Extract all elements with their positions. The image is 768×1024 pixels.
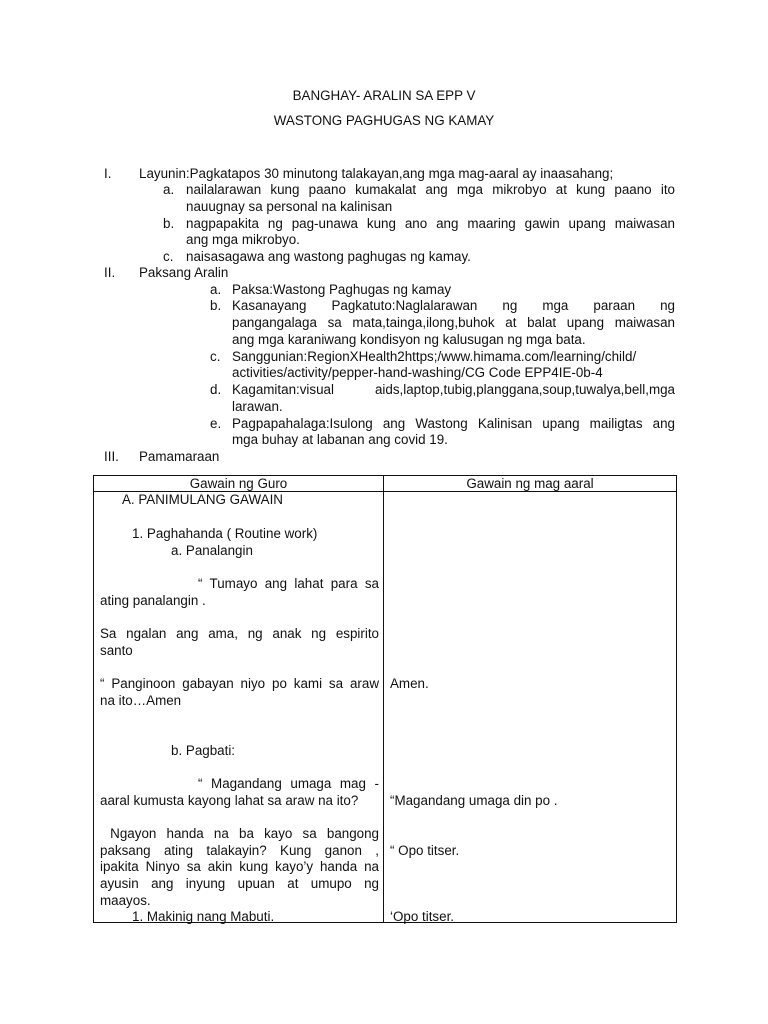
mag-aaral-column xyxy=(384,492,677,923)
dialogue-line: “ Panginoon gabayan niyo po kami sa araw xyxy=(100,676,379,691)
dialogue-line: paksang ating talakayin? Kung ganon , xyxy=(100,843,379,858)
item-line: pangangalaga sa mata,tainga,ilong,buhok at balat upang maiwasan xyxy=(232,315,675,330)
section-intro: Paksang Aralin xyxy=(139,265,229,280)
rule-label: 1. Makinig nang Mabuti. xyxy=(132,909,275,924)
item-line: ang mga karaniwang kondisyon ng kalusugan ng mga bata. xyxy=(232,332,586,347)
item-line: ang mga mikrobyo. xyxy=(186,232,300,247)
dialogue-line: santo xyxy=(100,643,133,658)
item-line: Pagpapahalaga:Isulong ang Wastong Kalinisan upang mailigtas ang xyxy=(232,416,675,431)
section-intro: Pamamaraan xyxy=(139,449,220,464)
student-response: “ Opo titser. xyxy=(390,843,460,858)
dialogue-line: ayusin ang inyung upuan at umupo ng xyxy=(100,876,379,891)
dialogue-line: aaral kumusta kayong lahat sa araw na ito? xyxy=(100,793,359,808)
item-line: nagpapakita ng pag-unawa kung ano ang maaring gawin upang maiwasan xyxy=(186,216,675,231)
section-numeral: II. xyxy=(104,265,116,280)
item-letter: e. xyxy=(210,416,222,431)
document-title: BANGHAY- ARALIN SA EPP V xyxy=(292,88,476,103)
item-line: Sanggunian:RegionXHealth2https;/www.himama.com/learning/child/ xyxy=(232,349,637,364)
item-line: nauugnay sa personal na kalinisan xyxy=(186,199,393,214)
substep-label: a. Panalangin xyxy=(171,543,253,558)
item-letter: c. xyxy=(210,349,221,364)
student-response: “Magandang umaga din po . xyxy=(390,793,558,808)
dialogue-line: Ngayon handa na ba kayo sa bangong xyxy=(100,826,379,841)
section-numeral: III. xyxy=(104,449,119,464)
step-label: 1. Paghahanda ( Routine work) xyxy=(132,526,318,541)
item-letter: a. xyxy=(210,282,222,297)
dialogue-line: ating panalangin . xyxy=(100,593,206,608)
student-response: ‘Opo titser. xyxy=(390,909,455,924)
dialogue-line: ipakita Ninyo sa akin kung kayo’y handa na xyxy=(100,859,379,874)
item-line: activities/activity/pepper-hand-washing/CG Code EPP4IE-0b-4 xyxy=(232,365,603,380)
item-letter: d. xyxy=(210,382,222,397)
dialogue-line: maayos. xyxy=(100,893,151,908)
part-heading: A. PANIMULANG GAWAIN xyxy=(122,492,283,507)
item-line: larawan. xyxy=(232,399,283,414)
dialogue-line: “ Tumayo ang lahat para sa xyxy=(198,576,379,591)
dialogue-line: Sa ngalan ang ama, ng anak ng espirito xyxy=(100,626,379,641)
dialogue-line: na ito…Amen xyxy=(100,693,182,708)
document-subtitle: WASTONG PAGHUGAS NG KAMAY xyxy=(273,113,495,128)
item-line: nailalarawan kung paano kumakalat ang mga mikrobyo at kung paano ito xyxy=(186,182,675,197)
item-letter: b. xyxy=(210,298,222,313)
dialogue-line: “ Magandang umaga mag - xyxy=(198,776,379,791)
item-letter: c. xyxy=(163,249,174,264)
item-line: naisasagawa ang wastong paghugas ng kamay. xyxy=(186,249,471,264)
guro-column xyxy=(94,492,384,923)
column-header-guro: Gawain ng Guro xyxy=(94,476,384,492)
item-line: Paksa:Wastong Paghugas ng kamay xyxy=(232,282,452,297)
procedure-table xyxy=(93,475,677,923)
student-response: Amen. xyxy=(390,676,429,691)
item-line: Kagamitan:visual aids,laptop,tubig,planggana,soup,tuwalya,bell,mga xyxy=(232,382,675,397)
item-letter: a. xyxy=(163,182,175,197)
column-header-mag-aaral: Gawain ng mag aaral xyxy=(384,476,677,492)
item-line: Kasanayang Pagkatuto:Naglalarawan ng mga paraan ng xyxy=(232,298,675,313)
section-intro: Layunin:Pagkatapos 30 minutong talakayan,ang mga mag-aaral ay inaasahang; xyxy=(139,166,614,181)
substep-label: b. Pagbati: xyxy=(171,743,236,758)
section-numeral: I. xyxy=(104,166,112,181)
item-letter: b. xyxy=(163,216,175,231)
item-line: mga buhay at labanan ang covid 19. xyxy=(232,432,448,447)
